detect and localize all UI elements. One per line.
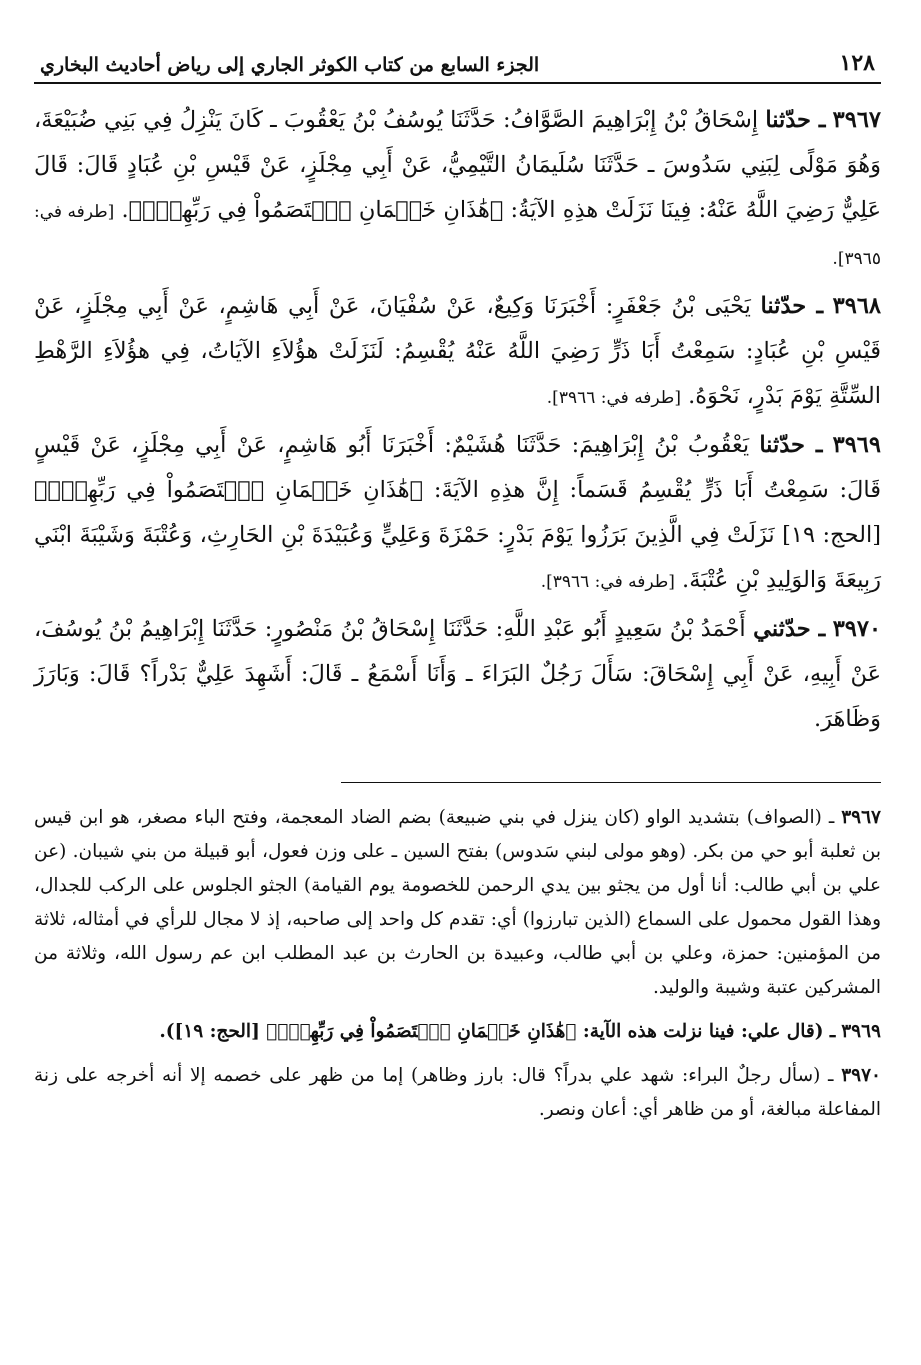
commentary-body: ـ (سأل رجلٌ البراء: شهد علي بدراً؟ قال: بارز وظاهر) إما من ظهر على خصمه إلا أنه أخرجه على زنة المفاعلة مبالغة، أو من ظاهر أي: أعان ونصر. xyxy=(34,1065,881,1120)
hadith-intro: ـ حدّثنا xyxy=(760,293,824,319)
hadith-body: إِسْحَاقُ بْنُ إِبْرَاهِيمَ الصَّوَّافُ: حَدَّثَنَا يُوسُفُ بْنُ يَعْقُوبَ ـ كَانَ يَنْزِلُ فِي بَنِي ضُبَيْعَةَ، وَهُوَ مَوْلًى لِبَنِي سَدُوسَ ـ حَدَّثَنَا سُلَيمَانُ التَّيْمِيُّ، عَنْ أَبِي مِجْلَزٍ، عَنْ قَيْسِ بْنِ عُبَادٍ قَالَ: قَالَ عَلِيٌّ رَضِيَ اللَّهُ عَنْهُ: فِينَا نَزَلَتْ هذِهِ الآيَةُ: ﴿هَٰذَانِ خَصۡمَانِ ٱخۡتَصَمُواْ فِي رَبِّهِمۡۖ﴾. xyxy=(34,107,881,223)
hadith-number: ٣٩٦٧ xyxy=(832,107,881,133)
hadith-body: يَحْيَى بْنُ جَعْفَرٍ: أَخْبَرَنَا وَكِيعٌ، عَنْ سُفْيَانَ، عَنْ أَبِي هَاشِمٍ، عَنْ أَبِي مِجْلَزٍ، عَنْ قَيْسِ بْنِ عُبَادٍ: سَمِعْتُ أَبَا ذَرٍّ رَضِيَ اللَّهُ عَنْهُ يُقْسِمُ: لَنَزَلَتْ هؤُلاَءِ الآيَاتُ، فِي هؤُلاَءِ الرَّهْطِ السِّتَّةِ يَوْمَ بَدْرٍ، نَحْوَهُ. xyxy=(34,293,881,409)
hadith-intro: ـ حدّثنا xyxy=(765,107,826,133)
hadith-3970 xyxy=(34,607,881,742)
hadith-text-section xyxy=(34,98,881,742)
hadith-number: ٣٩٦٨ xyxy=(832,293,882,319)
commentary-number: ٣٩٦٩ xyxy=(841,1021,881,1042)
hadith-3968 xyxy=(34,284,881,421)
hadith-body: أَحْمَدُ بْنُ سَعِيدٍ أَبُو عَبْدِ اللَّهِ: حَدَّثَنَا إِسْحَاقُ بْنُ مَنْصُورٍ: حَدَّثَنَا إِبْرَاهِيمُ بْنُ يُوسُفَ، عَنْ أَبِيهِ، عَنْ أَبِي إِسْحَاقَ: سَأَلَ رَجُلٌ البَرَاءَ ـ وَأَنَا أَسْمَعُ ـ قَالَ: أَشَهِدَ عَلِيٌّ بَدْراً؟ قَالَ: وَبَارَزَ وَظَاهَرَ. xyxy=(34,616,881,732)
commentary-section xyxy=(34,801,881,1127)
page-number: ١٢٨ xyxy=(839,50,875,76)
commentary-3967 xyxy=(34,801,881,1005)
commentary-3970 xyxy=(34,1059,881,1127)
commentary-number: ٣٩٧٠ xyxy=(841,1065,881,1086)
hadith-body: يَعْقُوبُ بْنُ إِبْرَاهِيمَ: حَدَّثَنَا هُشَيْمٌ: أَخْبَرَنَا أَبُو هَاشِمٍ، عَنْ أَبِي مِجْلَزٍ، عَنْ قَيْسٍ قَالَ: سَمِعْتُ أَبَا ذَرٍّ يُقْسِمُ قَسَماً: إِنَّ هذِهِ الآيَةَ: ﴿هَٰذَانِ خَصۡمَانِ ٱخۡتَصَمُواْ فِي رَبِّهِمۡۖ﴾ [الحج: ١٩] نَزَلَتْ فِي الَّذِينَ بَرَزُوا يَوْمَ بَدْرٍ: حَمْزَةَ وَعَلِيٍّ وَعُبَيْدَةَ بْنِ الحَارِثِ، وَعُتْبَةَ وَشَيْبَةَ ابْنَي رَبِيعَةَ وَالوَلِيدِ بْنِ عُتْبَةَ. xyxy=(34,432,881,593)
cross-reference: [طرفه في: ٣٩٦٥]. xyxy=(34,202,881,269)
hadith-intro: ـ حدّثني xyxy=(753,616,826,642)
footnote-separator xyxy=(341,782,881,783)
hadith-3967 xyxy=(34,98,881,282)
commentary-number: ٣٩٦٧ xyxy=(841,807,881,828)
commentary-body: ـ (قال علي: فينا نزلت هذه الآية: ﴿هَٰذَانِ خَصۡمَانِ ٱخۡتَصَمُواْ فِي رَبِّهِمۡۖ﴾ [الحج: ١٩]). xyxy=(159,1021,836,1042)
commentary-body: ـ (الصواف) بتشديد الواو (كان ينزل في بني ضبيعة) بضم الضاد المعجمة، وفتح الباء مصغر، هو ابن قيس بن ثعلبة أبو حي من بكر. (وهو مولى لبني سَدوس) بفتح السين ـ على وزن فعول، أبو قبيلة من بني شيبان. (عن علي بن أبي طالب: أنا أول من يجثو بين يدي الرحمن للخصومة يوم القيامة) الجثو الجلوس على الركب للجدال، وهذا القول محمول على السماع (الذين تبارزوا) أي: تقدم كل واحد إلى صاحبه، إذ لا مجال للرأي في أمثاله، ثلاثة من المؤمنين: حمزة، وعلي بن أبي طالب، وعبيدة بن الحارث بن عبد المطلب ابن عم رسول الله، وثلاثة من المشركين عتبة وشيبة والوليد. xyxy=(34,807,881,998)
running-header xyxy=(34,50,881,84)
commentary-3969 xyxy=(34,1015,881,1049)
hadith-number: ٣٩٧٠ xyxy=(832,616,882,642)
cross-reference: [طرفه في: ٣٩٦٦]. xyxy=(540,572,675,592)
hadith-intro: ـ حدّثنا xyxy=(759,432,823,458)
hadith-number: ٣٩٦٩ xyxy=(832,432,881,458)
cross-reference: [طرفه في: ٣٩٦٦]. xyxy=(546,388,681,408)
hadith-3969 xyxy=(34,423,881,605)
header-title: الجزء السابع من كتاب الكوثر الجاري إلى رياض أحاديث البخاري xyxy=(40,54,540,76)
